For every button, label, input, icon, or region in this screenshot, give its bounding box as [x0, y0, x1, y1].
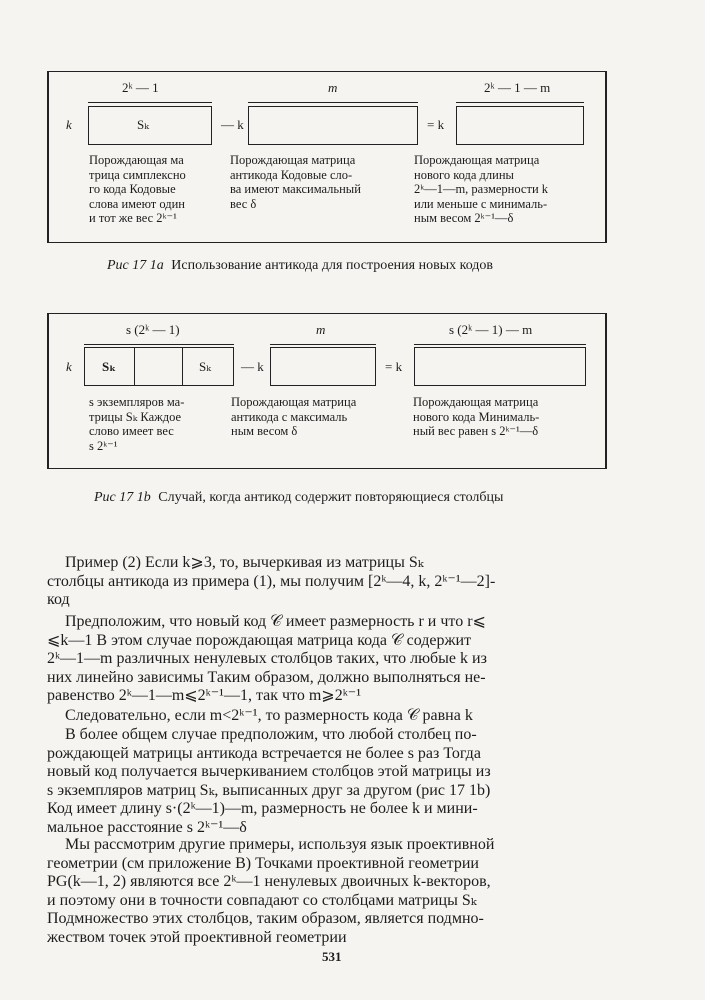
figure-a-equals-k: = k [427, 117, 445, 132]
body-paragraph-2 [47, 613, 607, 706]
text-line: мальное расстояние s 2ᵏ⁻¹—δ [47, 818, 247, 836]
text-line: них линейно зависимы Таким образом, должно выполняться не- [47, 668, 486, 686]
text-line: рождающей матрицы антикода встречается не более s раз Тогда [47, 744, 481, 762]
text-line: геометрии (см приложение В) Точками проективной геометрии [47, 854, 479, 872]
figure-b-header-left: s (2ᵏ — 1) [126, 322, 180, 337]
figure-b-desc-mid [231, 395, 411, 439]
figure-a-desc-left-line: Порождающая ма [89, 153, 184, 167]
figure-a-row-k: k [66, 117, 72, 132]
figure-b-rule-mid [270, 344, 376, 345]
figure-a-desc-right-line: нового кода длины [414, 167, 514, 182]
figure-b-header-mid: m [316, 322, 326, 337]
text-line: Код имеет длину s·(2ᵏ—1)—m, размерность не более k и мини- [47, 800, 478, 818]
text-line: Подмножество этих столбцов, таким образом, является подмно- [47, 910, 484, 928]
figure-a-desc-right-line: ным весом 2ᵏ⁻¹—δ [414, 211, 514, 225]
figure-a-desc-mid-line: ва имеют максимальный [230, 182, 361, 196]
text-line: жеством точек этой проективной геометрии [47, 928, 347, 946]
figure-b-desc-right-line: Порождающая матрица [413, 395, 539, 409]
figure-b-anticode-box [270, 347, 376, 386]
figure-a-desc-mid-line: Порождающая матрица [230, 153, 356, 167]
figure-b-caption [94, 490, 503, 506]
figure-a-caption-text: Использование антикода для построения новых кодов [171, 258, 494, 273]
figure-a-anticode-box [248, 106, 418, 145]
text-line: PG(k—1, 2) являются все 2ᵏ—1 ненулевых двоичных k-векторов, [47, 873, 491, 891]
figure-a-header-right: 2ᵏ — 1 — m [484, 80, 551, 95]
text-line: код [47, 591, 70, 609]
figure-a-minus-k: — k [221, 117, 244, 132]
figure-a-desc-left-line: го кода Кодовые [89, 182, 176, 196]
text-line: столбцы антикода из примера (1), мы получим [2ᵏ—4, k, 2ᵏ⁻¹—2]- [47, 572, 496, 590]
figure-b-minus-k: — k [241, 359, 264, 374]
figure-b-desc-right-line: нового кода Минималь- [413, 409, 540, 424]
figure-b-desc-right [413, 395, 591, 439]
figure-a-caption-label: Рис 17 1a [107, 258, 164, 273]
figure-a-rule-left [88, 102, 212, 103]
figure-a-desc-mid-line: антикода Кодовые сло- [230, 167, 353, 182]
figure-a-desc-right-line: Порождающая матрица [414, 153, 540, 167]
figure-a-desc-left-line: слова имеют один [89, 196, 185, 211]
figure-b-caption-text: Случай, когда антикод содержит повторяющиеся столбцы [158, 490, 504, 505]
figure-b-caption-label: Рис 17 1b [94, 490, 151, 505]
figure-b-desc-left [89, 395, 227, 453]
figure-b-rule-right [414, 344, 586, 345]
figure-a-newcode-box [456, 106, 584, 145]
body-paragraph-5 [47, 836, 607, 948]
text-line: В более общем случае предположим, что любой столбец по- [65, 726, 477, 743]
figure-b-desc-mid-line: ным весом δ [231, 424, 298, 438]
figure-b-newcode-box [414, 347, 586, 386]
figure-b-desc-right-line: ный вес равен s 2ᵏ⁻¹—δ [413, 424, 539, 438]
text-line: Следовательно, если m<2ᵏ⁻¹, то размерность кода 𝒞 равна k [65, 707, 473, 724]
figure-a-desc-right-line: 2ᵏ—1—m, размерности k [414, 182, 549, 196]
figure-b-row-k: k [66, 359, 72, 374]
figure-a-desc-left [89, 153, 224, 226]
figure-a-desc-mid-line: вес δ [230, 196, 257, 211]
text-line: 2ᵏ—1—m различных ненулевых столбцов таких, что любые k из [47, 650, 487, 668]
figure-b-desc-left-line: слово имеет вес [89, 424, 174, 438]
figure-a-desc-left-line: и тот же вес 2ᵏ⁻¹ [89, 211, 177, 225]
figure-a-header-left: 2ᵏ — 1 [122, 80, 159, 95]
figure-b-desc-mid-line: Порождающая матрица [231, 395, 357, 409]
figure-b-desc-left-line: трицы Sₖ Каждое [89, 409, 182, 424]
figure-b-desc-mid-line: антикода с максималь [231, 409, 348, 424]
page-number: 531 [322, 949, 342, 964]
text-line: s экземпляров матриц Sₖ, выписанных друг за другом (рис 17 1b) [47, 781, 491, 799]
text-line: Предположим, что новый код 𝒞 имеет размерность r и что r⩽ [65, 613, 486, 630]
figure-a-desc-right-line: или меньше с минималь- [414, 196, 548, 211]
figure-b-equals-k: = k [385, 359, 403, 374]
figure-b-rule-left [84, 344, 234, 345]
text-line: новый код получается вычеркиванием столбцов этой матрицы из [47, 763, 491, 781]
figure-a-desc-mid [230, 153, 410, 211]
figure-b-header-right: s (2ᵏ — 1) — m [449, 322, 533, 337]
figure-b-desc-left-line: s 2ᵏ⁻¹ [89, 438, 118, 453]
body-paragraph-4 [47, 726, 607, 838]
figure-a-simplex-label: Sₖ [137, 117, 149, 132]
text-line: равенство 2ᵏ—1—m⩽2ᵏ⁻¹—1, так что m⩾2ᵏ⁻¹ [47, 687, 361, 705]
body-paragraph-1 [47, 554, 607, 610]
figure-a-header-mid: m [328, 80, 338, 95]
figure-a-rule-right [456, 102, 584, 103]
figure-a-desc-left-line: трица симплексно [89, 167, 186, 182]
body-paragraph-3 [47, 707, 607, 726]
figure-b-box-label-2: Sₖ [199, 359, 211, 374]
text-line: Пример (2) Если k⩾3, то, вычеркивая из матрицы Sₖ [65, 554, 424, 571]
text-line: ⩽k—1 В этом случае порождающая матрица кода 𝒞 содержит [47, 631, 472, 649]
figure-b-box-divider [182, 347, 183, 386]
text-line: и поэтому они в точности совпадают со столбцами матрицы Sₖ [47, 891, 477, 909]
figure-b-box-label-1: Sₖ [102, 359, 117, 374]
figure-a-desc-right [414, 153, 590, 226]
figure-a-rule-mid [248, 102, 418, 103]
figure-a-simplex-box [88, 106, 212, 145]
text-line: Мы рассмотрим другие примеры, используя язык проективной [65, 836, 495, 853]
figure-b-desc-left-line: s экземпляров ма- [89, 395, 185, 409]
figure-b-box-divider [134, 347, 135, 386]
figure-a-caption [107, 258, 493, 274]
